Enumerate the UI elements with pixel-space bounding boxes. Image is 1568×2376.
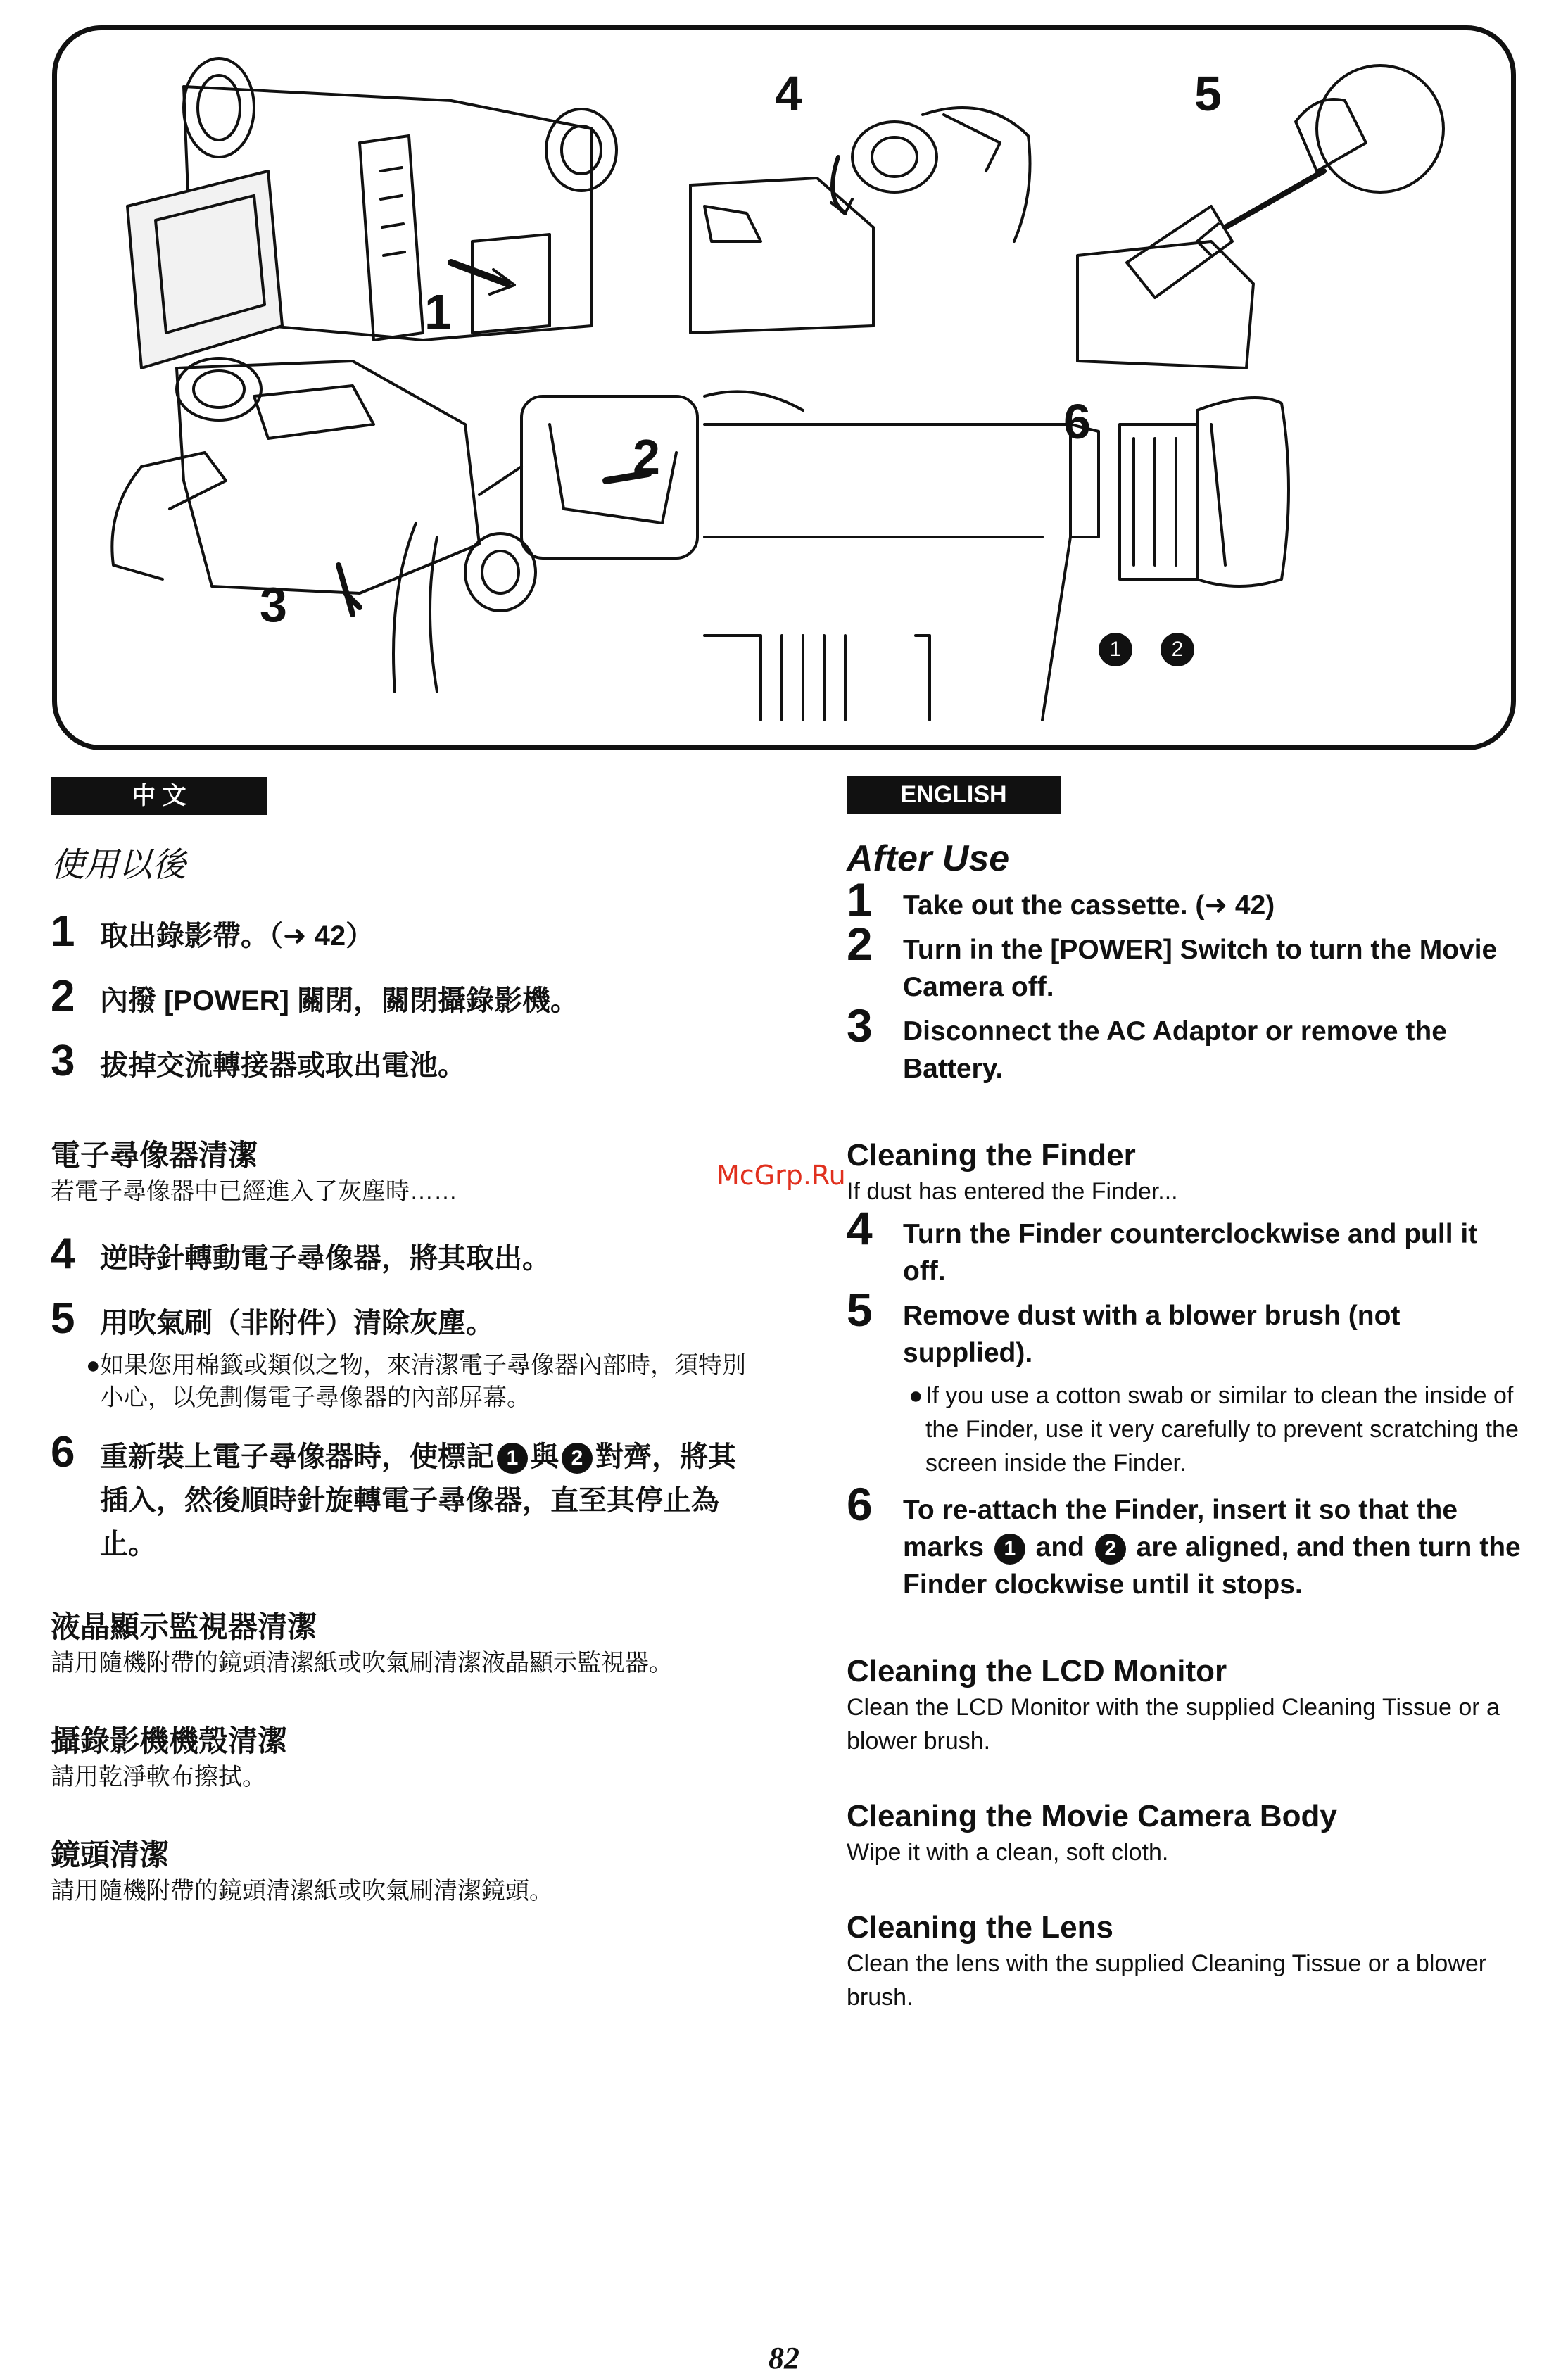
zh-finder-intro: 若電子尋像器中已經進入了灰塵時…… [51,1178,457,1205]
zh-step-text-a: 重新裝上電子尋像器時，使標記 [100,1441,494,1472]
zh-body-body: 請用乾淨軟布擦拭。 [51,1764,266,1790]
figure-2-3-camcorder [112,358,697,692]
figure-label-1: 1 [424,284,452,339]
en-step-text: Disconnect the AC Adaptor or remove the Battery. [903,1016,1447,1084]
figure-mark-2: 2 [1161,633,1194,666]
figure-6-finder-reattach [704,391,1289,720]
figure-mark-1: 1 [1099,633,1132,666]
zh-step-text-c: 對齊，將其插入，然後順時針旋轉電子尋像器，直至其停止為止。 [100,1441,736,1560]
en-step-3 [847,999,1522,1087]
en-step-number: 6 [847,1478,873,1530]
zh-lcd-heading: 液晶顯示監視器清潔 [51,1610,317,1643]
en-finder-heading: Cleaning the Finder [847,1138,1136,1173]
en-step-text: Remove dust with a blower brush (not supplied). [903,1301,1401,1368]
en-step-text-c: are aligned, and then turn the Finder clockwise until it stops. [903,1532,1521,1600]
camcorder-illustration [57,30,1516,750]
en-finder-intro: If dust has entered the Finder... [847,1178,1178,1205]
zh-step-text: 逆時針轉動電子尋像器，將其取出。 [100,1243,550,1274]
zh-finder-heading: 電子尋像器清潔 [51,1139,258,1172]
english-column [847,838,1522,2014]
mark-2-icon: 2 [562,1443,593,1474]
en-lens-heading: Cleaning the Lens [847,1910,1113,1945]
en-lcd-body: Clean the LCD Monitor with the supplied Cleaning Tissue or a blower brush. [847,1694,1500,1755]
en-body-heading: Cleaning the Movie Camera Body [847,1799,1337,1833]
zh-finder-note [51,1349,747,1414]
zh-step-text: 用吹氣刷（非附件）清除灰塵。 [100,1308,494,1339]
en-lens-body: Clean the lens with the supplied Cleaning Tissue or a blower brush. [847,1950,1487,2011]
en-step-number: 4 [847,1202,873,1254]
figure-label-4: 4 [775,66,802,121]
en-body-body: Wipe it with a clean, soft cloth. [847,1839,1169,1866]
zh-step-number: 4 [51,1230,75,1278]
zh-step-number: 6 [51,1428,75,1477]
zh-step-3 [51,1037,747,1087]
chinese-column [51,838,747,1908]
zh-body-heading: 攝錄影機機殼清潔 [51,1724,288,1757]
mark-1-icon: 1 [994,1534,1025,1565]
figure-label-3: 3 [260,577,287,632]
zh-lens-body: 請用隨機附帶的鏡頭清潔紙或吹氣刷清潔鏡頭。 [51,1878,553,1904]
zh-step-1 [51,907,747,958]
figure-4-finder-rotate [690,108,1030,333]
illustration-panel [52,25,1516,750]
en-step-2 [847,918,1522,1006]
zh-step-2 [51,972,747,1023]
en-step-text-a: To re-attach the Finder, insert it so that the marks [903,1495,1458,1562]
zh-step-number: 2 [51,972,75,1020]
zh-step-text: 取出錄影帶。（➜ 42） [100,921,374,952]
zh-lcd-body: 請用隨機附帶的鏡頭清潔紙或吹氣刷清潔液晶顯示監視器。 [51,1650,673,1676]
en-step-number: 3 [847,999,873,1051]
zh-after-use-title: 使用以後 [51,847,186,884]
english-section-tag: ENGLISH [847,776,1061,814]
page-number: 82 [769,2341,799,2375]
en-after-use-title: After Use [847,838,1010,879]
en-finder-note [847,1379,1522,1480]
zh-finder-note-text: 如果您用棉籤或類似之物，來清潔電子尋像器內部時，須特別小心，以免劃傷電子尋像器的內部屏幕。 [100,1352,746,1411]
watermark: McGrp.Ru [716,1160,846,1191]
figure-label-6: 6 [1063,394,1091,449]
figure-label-5: 5 [1194,66,1222,121]
en-step-number: 5 [847,1284,873,1336]
zh-step-4 [51,1230,747,1280]
chinese-section-tag: 中 文 [51,777,267,815]
bullet-icon: ● [909,1382,923,1409]
en-step-text: Turn in the [POWER] Switch to turn the Movie Camera off. [903,935,1498,1002]
figure-1-camcorder [127,58,617,368]
mark-1-icon: 1 [497,1443,528,1474]
en-step-1 [847,873,1522,925]
en-step-5 [847,1284,1522,1372]
zh-step-number: 3 [51,1037,75,1085]
en-finder-note-text: If you use a cotton swab or similar to clean the inside of the Finder, use it very carefully to prevent scratching the screen inside the Finder. [925,1382,1519,1477]
zh-step-number: 5 [51,1294,75,1343]
mark-2-icon: 2 [1095,1534,1126,1565]
en-step-4 [847,1202,1522,1290]
zh-lens-heading: 鏡頭清潔 [51,1838,170,1871]
zh-step-5 [51,1294,747,1345]
en-step-text: Take out the cassette. (➜ 42) [903,890,1275,921]
en-step-6 [847,1478,1522,1603]
bullet-icon: ● [86,1352,101,1379]
zh-step-number: 1 [51,907,75,956]
en-step-number: 1 [847,873,873,925]
zh-step-text-b: 與 [531,1441,559,1472]
en-step-number: 2 [847,918,873,970]
zh-step-6 [51,1428,747,1566]
en-lcd-heading: Cleaning the LCD Monitor [847,1654,1227,1688]
en-step-text-b: and [1035,1532,1085,1562]
zh-step-text: 內撥 [POWER] 關閉，關閉攝錄影機。 [100,985,578,1016]
zh-step-text: 拔掉交流轉接器或取出電池。 [100,1050,466,1081]
figure-5-blower-brush [1077,65,1443,368]
figure-label-2: 2 [633,429,660,484]
en-step-text: Turn the Finder counterclockwise and pull it off. [903,1219,1478,1287]
